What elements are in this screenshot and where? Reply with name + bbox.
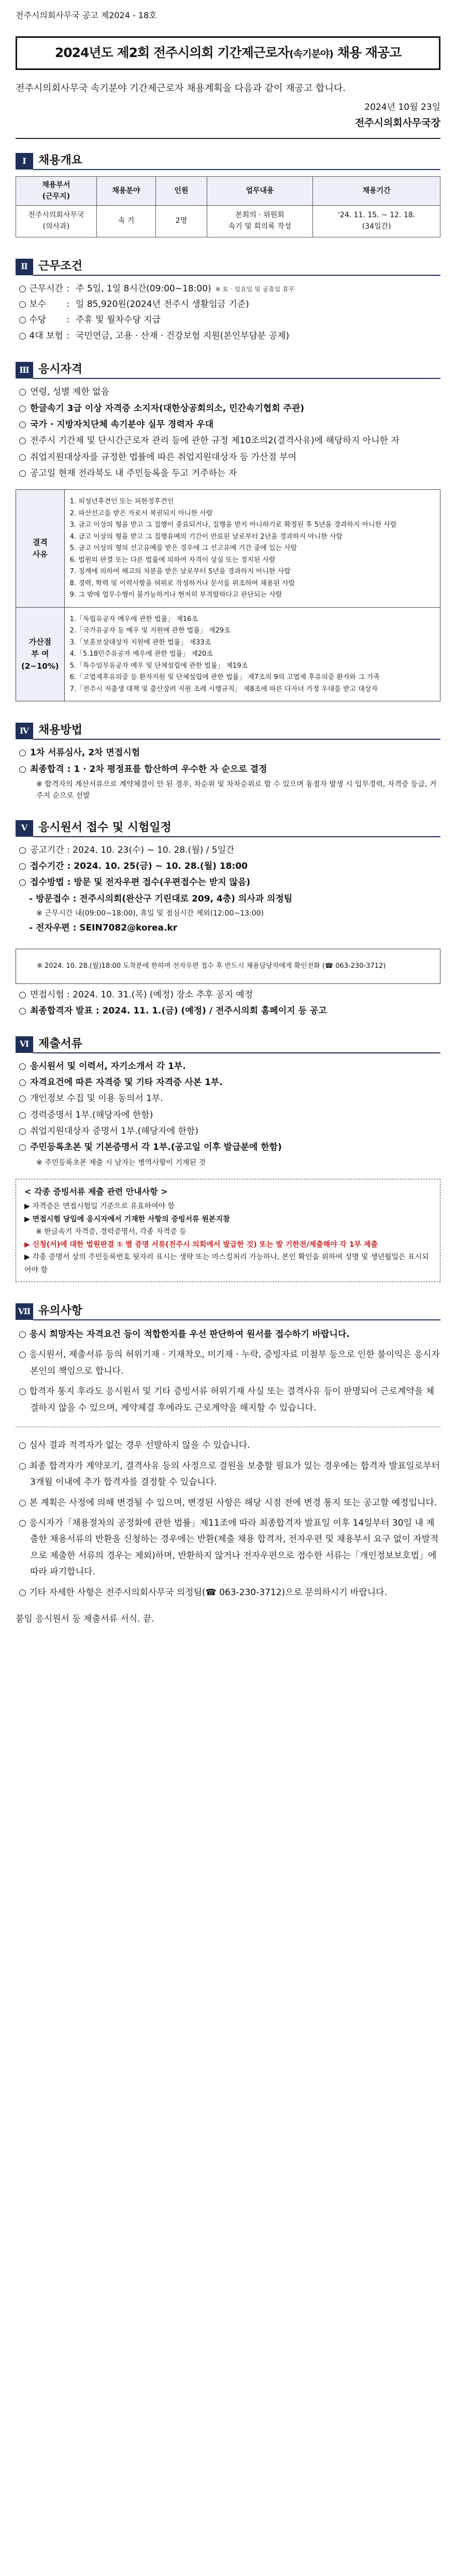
condition-value: 일 85,920원(2024년 전주시 생활임금 기준): [76, 299, 249, 310]
section-schedule-header: [16, 820, 440, 837]
list-item: ○ 연령, 성별 제한 없음: [19, 385, 440, 399]
conditions-list: [16, 282, 440, 343]
notice-item-text: 각종 증명서 상의 주민등록번호 뒷자리 표시는 생략 또는 마스킹처리 가능하나, 본인 확인을 위하여 성명 및 생년월일은 표시되어야 함: [24, 1253, 429, 1274]
section-number: Ⅶ: [16, 1303, 33, 1320]
list-item: 4.「5.18민주유공자 예우에 관한 법률」 제20조: [69, 650, 213, 658]
list-item: ○ 국가 · 지방자치단체 속기분야 실무 경력자 우대: [19, 418, 440, 431]
list-item: 1.「독립유공자 예우에 관한 법률」 제16조: [69, 615, 198, 623]
caution-text: 응시 희망자는 자격요건 등이 적합한지를 우선 판단하여 원서를 접수하기 바랍니다.: [29, 1329, 350, 1340]
attachment-line: 붙임 응시원서 등 제출서류 서식. 끝.: [16, 1614, 154, 1625]
notice-item-text: 면접시험 당일에 응시자에서 기재한 사항의 증빙서류 원본지참: [32, 1215, 230, 1223]
section-title: 유의사항: [33, 1303, 440, 1320]
visit-receipt: - 방문접수 : 전주시의회(완산구 기린대로 209, 4층) 의사과 의정팀: [29, 893, 293, 904]
header-duty: 업무내용: [207, 177, 313, 206]
notice-item: ▶ 면접시험 당일에 응시자에서 기재한 사항의 증빙서류 원본지참: [24, 1215, 230, 1223]
section-number: Ⅴ: [16, 820, 33, 837]
documents-note: ※ 주민등록초본 제출 시 남자는 병역사항이 기재된 것: [36, 1158, 206, 1167]
qualification-table: [16, 489, 440, 701]
sender: 전주시의회사무국장: [354, 117, 440, 129]
list-item: 6.「고엽제후유의증 등 환자지원 및 단체설립에 관한 법률」 제7조의 9의 고엽제 후유의증 환자와 그 가족: [69, 673, 380, 682]
notice-item-text: 자격증은 면접시험일 기준으로 유효하여야 함: [32, 1202, 175, 1211]
condition-key: 근무시간: [29, 283, 63, 294]
list-item: 7.「전주시 저출생 대책 및 출산장려 지원 조례 시행규칙」 제8조에 따른 다자녀 가정 우대를 받고 대상자: [69, 685, 378, 693]
list-item: ○ 한글속기 3급 이상 자격증 소지자(대한상공회의소, 민간속기협회 주관): [19, 402, 440, 415]
list-item: ○ 개인정보 수집 및 이용 동의서 1부.: [19, 1092, 440, 1105]
qualification-list: [19, 385, 440, 480]
table-header-row: [16, 177, 440, 206]
caution-list: [16, 1327, 440, 1601]
condition-note: ※ 토 · 일요일 및 공휴일 휴무: [215, 285, 295, 293]
visit-note: ※ 근무시간 내(09:00~18:00), 휴일 및 점심시간 제외(12:00~13:00): [36, 909, 264, 918]
section-conditions-header: [16, 258, 440, 276]
list-item: ○ 본 계획은 사정에 의해 변경될 수 있으며, 변경된 사항은 해당 시점 전에 변경 통지 또는 공고할 예정입니다.: [19, 1497, 437, 1508]
receipt-box-note: ※ 2024. 10. 28.(월)18:00 도착분에 한하며 전자우편 접수 후 반드시 채용담당자에게 확인전화 (☎ 063-230-3712): [16, 949, 440, 984]
visit-receipt-text: 방문접수 : 전주시의회(완산구 기린대로 209, 4층) 의사과 의정팀: [35, 893, 293, 904]
caution-text: 본 계획은 사정에 의해 변경될 수 있으며, 변경된 사항은 해당 시점 전에 변경 통지 또는 공고할 예정입니다.: [29, 1497, 437, 1508]
intro-text: 전주시의회사무국 속기분야 기간제근로자 채용계획을 다음과 같이 재공고 합니다.: [16, 82, 346, 94]
title-paren: (속기분야): [289, 48, 333, 60]
notice-item-text: 신청(서)에 대한 법원판결 ① 별 증명 서류(전주시 의회에서 발급한 것) 또는 발 기한전/제출해야 각 1부 제출: [32, 1240, 378, 1249]
divider: [16, 138, 440, 139]
document-number: 전주시의회사무국 공고 제2024 - 18호: [16, 10, 157, 20]
method-list: [19, 746, 440, 776]
list-item: 5.「특수임무유공자 예우 및 단체설립에 관한 법률」 제19조: [69, 661, 248, 670]
schedule-list: [19, 843, 440, 890]
overview-table: [16, 176, 440, 237]
condition-value: 국민연금, 고용 · 산재 · 건강보험 지원(본인부담분 공제): [76, 330, 290, 341]
title-main: 2024년도 제2회 전주시의회 기간제근로자: [54, 45, 290, 60]
section-qualification-header: [16, 361, 440, 379]
section-method-header: [16, 722, 440, 740]
email-receipt: - 전자우편 : SEIN7082@korea.kr: [29, 923, 178, 934]
method-note: ※ 합격자의 계산서류으로 계약체결이 안 된 경우, 차순위 및 차차순위로 할 수 있으며 동점자 발생 시 입무경력, 자격증 등급, 거주지 순으로 선발: [36, 780, 437, 800]
list-item: ○ 경력증명서 1부.(해당자에 한함): [19, 1108, 440, 1122]
notice-item-sub: ※ 한글속기 자격증, 경력증명서, 각종 자격증 등: [36, 1228, 187, 1236]
list-item: 4. 금고 이상의 형을 받고 그 집행유예의 기간이 만료된 날로부터 2년을 경과하지 아니한 사람: [69, 532, 343, 541]
notice-item: ▶ 각종 증명서 상의 주민등록번호 뒷자리 표시는 생략 또는 마스킹처리 가능하나, 본인 확인을 위하여 성명 및 생년월일은 표시되어야 함: [24, 1253, 429, 1274]
evidence-notice-box: [16, 1179, 440, 1282]
caution-text: 심사 결과 적격자가 없는 경우 선발하지 않을 수 있습니다.: [29, 1440, 250, 1451]
list-item: 3.「보훈보상대상자 지원에 관한 법률」 제33조: [69, 638, 211, 646]
document-title: [16, 36, 440, 70]
header-dept: 채용부서 (근무지): [16, 177, 97, 206]
list-item: ○ 합격자 통지 후라도 응시원서 및 기타 증빙서류 허위기재 사실 또는 결격사유 등이 판명되어 근로계약을 체결하지 않을 수 있으며, 계약체결 후에라도 근로계약을 해지할 수 있습니다.: [19, 1386, 435, 1413]
list-item: 8. 경력, 학력 및 이력사항을 허위로 작성하거나 문서를 위조하여 채용된 사람: [69, 579, 295, 587]
list-item: ○ 취업지원대상자를 규정한 법률에 따른 취업지원대상자 등 가산점 부여: [19, 451, 440, 464]
section-number: Ⅳ: [16, 723, 33, 739]
caution-text: 합격자 통지 후라도 응시원서 및 기타 증빙서류 허위기재 사실 또는 결격사유 등이 판명되어 근로계약을 체결하지 않을 수 있으며, 계약체결 후에라도 근로계약을 해지할 수 있습니다.: [29, 1386, 435, 1413]
list-item: 9. 그 밖에 업무수행이 불가능하거나 현저히 부적합하다고 판단되는 사람: [69, 591, 282, 599]
caution-text: 응시자가「채용절차의 공정화에 관한 법률」제11조에 따라 최종합격자 발표일 이후 14일부터 30일 내 제출한 채용서류의 반환을 신청하는 경우에는 반환(제출 채용 합격자, 전자우편 및 채용부서 요구 없이 자발적으로 제출한 서류의 경우는 제외)하며, 반환하지 않거나 전자우편으로 접수한 서류는「개인정보보호법」에 따라 파기합니다.: [29, 1517, 439, 1578]
notice-box-title: < 각종 증빙서류 제출 관련 안내사항 >: [24, 1187, 168, 1197]
section-title: 채용방법: [33, 722, 440, 740]
condition-item: ○ 근무시간 : 주 5일, 1일 8시간(09:00∼18:00) ※ 토 · 일요일 및 공휴일 휴무: [19, 283, 295, 294]
list-item: ○ 주민등록초본 및 기본증명서 각 1부.(공고일 이후 발급분에 한함): [19, 1141, 440, 1154]
email-receipt-text: 전자우편 : SEIN7082@korea.kr: [35, 923, 178, 934]
disqualification-label: 결격 사유: [16, 490, 65, 608]
section-overview-header: [16, 152, 440, 170]
list-item: ○ 전주시 기간제 및 단시간근로자 관리 등에 관한 규정 제10조의2(결격사유)에 해당하지 아니한 자: [19, 434, 440, 447]
section-number: Ⅵ: [16, 1036, 33, 1053]
list-item: ○ 최종합격 : 1 · 2차 평정표를 합산하여 우수한 자 순으로 결정: [19, 763, 440, 776]
section-number: Ⅲ: [16, 362, 33, 378]
caution-text: 응시원서, 제출서류 등의 허위기재 · 기재착오, 미기재 · 누락, 증빙자료 미첨부 등으로 인한 불이익은 응시자 본인의 책임으로 합니다.: [29, 1349, 440, 1376]
table-row: [16, 607, 440, 701]
notice-date: 2024년 10월 23일: [364, 102, 440, 113]
list-item: ○ 접수기간 : 2024. 10. 25(금) ~ 10. 28.(월) 18:00: [19, 860, 440, 873]
section-title: 응시원서 접수 및 시험일정: [33, 820, 440, 837]
cell-count: 2명: [156, 206, 207, 237]
condition-item: ○ 보수 : 일 85,920원(2024년 전주시 생활임금 기준): [19, 298, 440, 311]
list-item: ○ 기타 자세한 사항은 전주시의회사무국 의정팀(☎ 063-230-3712)으로 문의하시기 바랍니다.: [19, 1587, 388, 1598]
condition-key: 수당: [29, 315, 47, 326]
list-item: ○ 응시 희망자는 자격요건 등이 적합한지를 우선 판단하여 원서를 접수하기 바랍니다.: [19, 1329, 350, 1340]
list-item: 7. 징계에 의하여 해고의 처분을 받은 날로부터 5년을 경과하지 아니한 사람: [69, 568, 291, 576]
section-number: Ⅰ: [16, 153, 33, 170]
bonus-label: 가산점 부 여 (2~10%): [16, 607, 65, 701]
list-item: ○ 1차 서류심사, 2차 면접시험: [19, 746, 440, 759]
bonus-cell: [64, 607, 440, 701]
section-title: 채용개요: [33, 152, 440, 170]
list-item: ○ 공고기간 : 2024. 10. 23(수) ~ 10. 28.(월) / 5일간: [19, 843, 440, 857]
list-item: ○ 접수방법 : 방문 및 전자우편 접수(우편접수는 받지 않음): [19, 876, 440, 889]
caution-text: 기타 자세한 사항은 전주시의회사무국 의정팀(☎ 063-230-3712)으로 문의하시기 바랍니다.: [29, 1587, 388, 1598]
section-documents-header: [16, 1036, 440, 1053]
cell-field: 속 기: [96, 206, 156, 237]
list-item: 2.「국가유공자 등 예우 및 지원에 관한 법률」 제29조: [69, 627, 231, 635]
list-item: ○ 응시원서, 제출서류 등의 허위기재 · 기재착오, 미기재 · 누락, 증빙자료 미첨부 등으로 인한 불이익은 응시자 본인의 책임으로 합니다.: [19, 1349, 440, 1376]
section-title: 근무조건: [33, 258, 440, 276]
list-item: ○ 심사 결과 적격자가 없는 경우 선발하지 않을 수 있습니다.: [19, 1440, 250, 1451]
list-item: ○ 자격요건에 따른 자격증 및 기타 자격증 사본 1부.: [19, 1076, 440, 1089]
condition-value: 주 5일, 1일 8시간(09:00∼18:00): [76, 283, 211, 294]
condition-item: ○ 4대 보험 : 국민연금, 고용 · 산재 · 건강보험 지원(본인부담분 공제): [19, 329, 440, 343]
caution-text: 최종 합격자가 계약포기, 결격사유 등의 사정으로 결원을 보충할 필요가 있는 경우에는 합격자 발표일로부터 3개월 이내에 추가 합격자를 결정할 수 있습니다.: [29, 1460, 440, 1488]
cell-period: '24. 11. 15. ~ 12. 18. (34일간): [313, 206, 440, 237]
cell-dept: 전주시의회사무국 (의사과): [16, 206, 97, 237]
header-field: 채용분야: [96, 177, 156, 206]
notice-item: ▶ 자격증은 면접시험일 기준으로 유효하여야 함: [24, 1202, 175, 1211]
list-item: 1. 피성년후견인 또는 피한정후견인: [69, 498, 174, 506]
disqualification-cell: [64, 490, 440, 608]
list-item: ○ 최종합격자 발표 : 2024. 11. 1.(금) (예정) / 전주시의회 홈페이지 등 공고: [19, 1004, 440, 1018]
documents-list: [19, 1060, 440, 1155]
schedule-list-2: [19, 988, 440, 1018]
list-item: ○ 공고일 현재 전라북도 내 주민등록을 두고 거주하는 자: [19, 467, 440, 480]
condition-key: 보수: [29, 299, 47, 310]
list-item: ○ 면접시험 : 2024. 10. 31.(목) (예정) 장소 추후 공지 예정: [19, 988, 440, 1002]
list-item: ○ 취업지원대상자 증명서 1부.(해당자에 한함): [19, 1124, 440, 1138]
condition-value: 주휴 및 월차수당 지급: [76, 315, 161, 326]
notice-item: ▶ 신청(서)에 대한 법원판결 ① 별 증명 서류(전주시 의회에서 발급한 것) 또는 발 기한전/제출해야 각 1부 제출: [24, 1240, 378, 1249]
table-row: [16, 206, 440, 237]
condition-key: 4대 보험: [29, 330, 63, 341]
list-item: ○ 최종 합격자가 계약포기, 결격사유 등의 사정으로 결원을 보충할 필요가 있는 경우에는 합격자 발표일로부터 3개월 이내에 추가 합격자를 결정할 수 있습니다.: [19, 1460, 440, 1488]
title-tail: 채용 재공고: [333, 45, 402, 60]
section-title: 제출서류: [33, 1036, 440, 1053]
list-item: 3. 금고 이상의 형을 받고 그 집행이 종료되거나, 집행을 받지 아니하기로 확정된 후 5년을 경과하지 아니한 사람: [69, 521, 397, 529]
header-period: 채용기간: [313, 177, 440, 206]
list-item: 5. 금고 이상의 형의 선고유예를 받은 경우에 그 선고유예 기간 중에 있는 사람: [69, 544, 297, 553]
cell-duty: 본회의 · 위원회 속기 및 회의록 작성: [207, 206, 313, 237]
list-item: ○ 응시자가「채용절차의 공정화에 관한 법률」제11조에 따라 최종합격자 발표일 이후 14일부터 30일 내 제출한 채용서류의 반환을 신청하는 경우에는 반환(제출 채용 합격자, 전자우편 및 채용부서 요구 없이 자발적으로 제출한 서류의 경우는 제외)하며, 반환하지 않거나 전자우편으로 접수한 서류는「개인정보보호법」에 따라 파기합니다.: [19, 1517, 439, 1578]
list-item: 6. 법원의 판결 또는 다른 법률에 의하여 자격이 상실 또는 정지된 사람: [69, 556, 276, 564]
list-item: ○ 응시원서 및 이력서, 자기소개서 각 1부.: [19, 1060, 440, 1073]
condition-item: ○ 수당 : 주휴 및 월차수당 지급: [19, 313, 440, 327]
list-item: 2. 파산선고를 받은 자로서 복권되지 아니한 사람: [69, 509, 213, 517]
section-title: 응시자격: [33, 361, 440, 379]
section-number: Ⅱ: [16, 259, 33, 275]
header-count: 인원: [156, 177, 207, 206]
table-row: [16, 490, 440, 608]
section-caution-header: [16, 1303, 440, 1320]
